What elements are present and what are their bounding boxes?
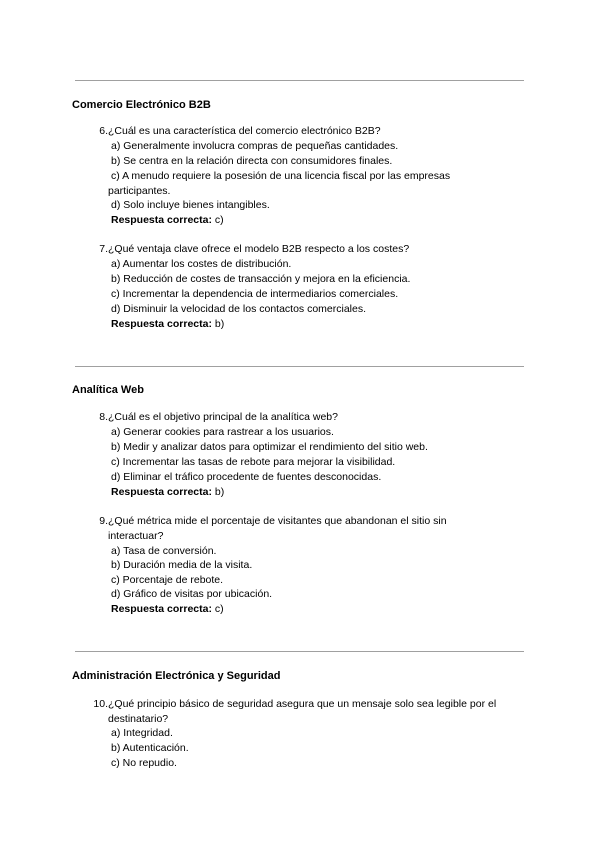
section-title: Analítica Web [72,384,144,396]
question-text: ¿Qué métrica mide el porcentaje de visitantes que abandonan el sitio sin interactuar? [108,515,447,542]
answer-option: a) Integridad. [111,727,173,739]
correct-answer [111,317,521,332]
section-divider [75,80,524,81]
correct-answer-label: Respuesta correcta: [111,486,212,498]
answer-option: c) A menudo requiere la posesión de una licencia fiscal por las empresas participantes. [108,170,451,197]
section-divider [75,651,524,652]
correct-answer-value: c) [214,603,224,615]
answer-option: c) No repudio. [111,757,177,769]
answer-option: a) Generar cookies para rastrear a los usuarios. [111,426,334,438]
question-text: ¿Cuál es el objetivo principal de la analítica web? [108,411,338,423]
answer-option: b) Se centra en la relación directa con consumidores finales. [111,155,393,167]
correct-answer-value: b) [214,486,225,498]
question-text: ¿Qué ventaja clave ofrece el modelo B2B respecto a los costes? [108,243,410,255]
answer-option: a) Generalmente involucra compras de pequeñas cantidades. [111,140,399,152]
answer-option: c) Incrementar la dependencia de intermediarios comerciales. [111,288,399,300]
answer-option: c) Porcentaje de rebote. [111,574,224,586]
section-title: Comercio Electrónico B2B [72,99,211,111]
answer-option: a) Tasa de conversión. [111,545,217,557]
question-number: 7. [99,243,108,255]
answer-option: b) Duración media de la visita. [111,559,253,571]
correct-answer-value: c) [214,214,224,226]
section-title: Administración Electrónica y Seguridad [72,670,281,682]
question-number: 6. [99,125,108,137]
question-number: 10. [93,698,108,710]
correct-answer-value: b) [214,318,225,330]
answer-option: b) Autenticación. [111,742,189,754]
question-number: 8. [99,411,108,423]
section-divider [75,366,524,367]
answer-option: d) Disminuir la velocidad de los contactos comerciales. [111,303,367,315]
correct-answer-label: Respuesta correcta: [111,214,212,226]
question-text: ¿Cuál es una característica del comercio electrónico B2B? [108,125,381,137]
answer-option: b) Medir y analizar datos para optimizar el rendimiento del sitio web. [111,441,428,453]
correct-answer [111,602,521,617]
question-number: 9. [99,515,108,527]
answer-option: c) Incrementar las tasas de rebote para mejorar la visibilidad. [111,456,396,468]
correct-answer [111,213,521,228]
answer-option: d) Eliminar el tráfico procedente de fuentes desconocidas. [111,471,382,483]
answer-option: b) Reducción de costes de transacción y mejora en la eficiencia. [111,273,411,285]
question-text: ¿Qué principio básico de seguridad asegura que un mensaje solo sea legible por el destinatario? [108,698,497,725]
correct-answer-label: Respuesta correcta: [111,318,212,330]
answer-option: a) Aumentar los costes de distribución. [111,258,292,270]
answer-option: d) Gráfico de visitas por ubicación. [111,588,273,600]
correct-answer-label: Respuesta correcta: [111,603,212,615]
answer-option: d) Solo incluye bienes intangibles. [111,199,270,211]
correct-answer [111,485,521,500]
